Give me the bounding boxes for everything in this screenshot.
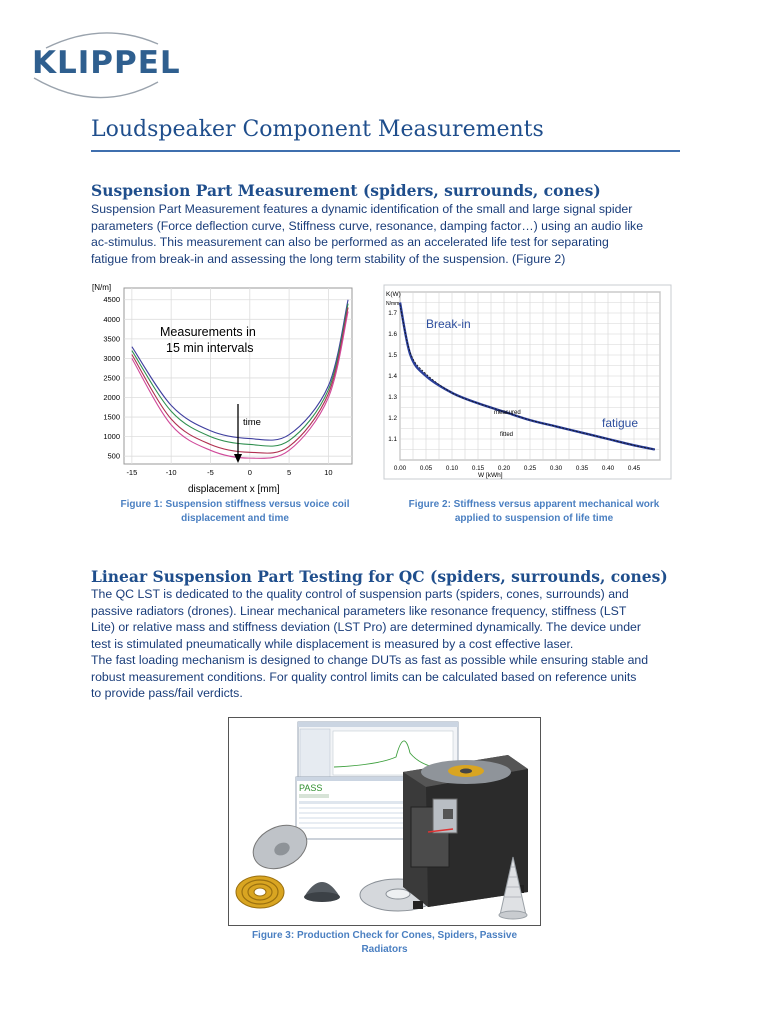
chart2-ytick-label: 1.3 [388, 394, 397, 401]
chart1-ytick-label: 2500 [103, 373, 120, 383]
chart1-xtick-label: -15 [126, 468, 138, 477]
title-divider [91, 150, 680, 152]
section1-heading: Suspension Part Measurement (spiders, surrounds, cones) [91, 181, 601, 200]
spider-part [236, 876, 284, 908]
chart2-xtick-label: 0.45 [627, 465, 641, 472]
software-window-results [296, 777, 406, 839]
chart2-xtick-label: 0.25 [523, 465, 537, 472]
section1-line: fatigue from break-in and assessing the long term stability of the suspension. (Figure 2) [91, 251, 566, 266]
chart1-annotation-line1: Measurements in [160, 325, 256, 339]
chart2-xlabel: W [kWh] [478, 472, 503, 479]
section2-line: The QC LST is dedicated to the quality control of suspension parts (spiders, cones, surrounds) and [91, 587, 629, 601]
chart2-ytick-label: 1.1 [388, 436, 397, 443]
section2-line: to provide pass/fail verdicts. [91, 686, 243, 700]
figure2-caption [403, 498, 665, 525]
section1-body [91, 201, 643, 267]
figure2-caption-line2: applied to suspension of life time [454, 512, 614, 524]
section2-line: test is stimulated pneumatically while displacement is measured by a cost effective laser. [91, 636, 574, 651]
chart1-ytick-label: 3000 [103, 353, 120, 363]
figure3-caption: Figure 3: Production Check for Cones, Spiders, Passive Radiators [251, 930, 518, 955]
section1-line: ac-stimulus. This measurement can also be performed as an accelerated life test for separating [91, 235, 609, 249]
chart2-xtick-label: 0.15 [471, 465, 485, 472]
chart2-ytick-label: 1.5 [388, 352, 397, 359]
section2-line: Lite) or relative mass and stiffness deviation (LST Pro) are determined dynamically. The device under [91, 620, 641, 634]
chart1-ytick-label: 1500 [103, 412, 120, 422]
chart1-ytick-label: 500 [107, 451, 120, 461]
chart1-xtick-label: 5 [287, 468, 292, 477]
figure1-chart [88, 282, 360, 498]
section1-line: Suspension Part Measurement features a dynamic identification of the small and large signal spider [91, 202, 633, 216]
chart2-xtick-label: 0.20 [497, 465, 511, 472]
logo-wordmark: KLIPPEL [32, 45, 181, 81]
chart1-xtick-label: 10 [324, 468, 333, 477]
chart1-ytick-label: 1000 [103, 432, 120, 442]
chart1-xtick-label: -10 [165, 468, 177, 477]
chart2-fitted-label: fitted [500, 432, 514, 438]
chart2-xtick-label: 0.00 [393, 465, 407, 472]
chart2-measured-label: measured [494, 410, 521, 416]
section1-line: parameters (Force deflection curve, Stiffness curve, resonance, damping factor…) using an audio like [91, 218, 644, 233]
chart1-xlabel: displacement x [mm] [188, 484, 280, 495]
chart2-xtick-label: 0.40 [601, 465, 615, 472]
chart2-xtick-label: 0.35 [575, 465, 589, 472]
section2-body [91, 586, 648, 702]
figure1-caption [110, 498, 360, 525]
chart1-ytick-label: 3500 [103, 334, 120, 344]
chart1-xtick-label: 0 [247, 468, 252, 477]
figure1-caption-line1: Figure 1: Suspension stiffness versus voice coil [120, 499, 350, 510]
figure3-illustration [228, 717, 541, 926]
figure2-caption-line1: Figure 2: Stiffness versus apparent mechanical work [408, 499, 660, 510]
section2-line: The fast loading mechanism is designed to change DUTs as fast as possible while ensuring stable and [91, 653, 649, 667]
chart2-ytick-label: 1.7 [388, 310, 397, 317]
figure1-caption-line2: displacement and time [181, 512, 289, 524]
figure2-chart [383, 284, 673, 480]
pass-label: PASS [299, 783, 323, 793]
chart2-yunit: N/mm [386, 301, 400, 307]
page-title: Loudspeaker Component Measurements [91, 117, 544, 142]
chart2-fatigue-label: fatigue [602, 416, 639, 430]
chart2-ytick-label: 1.2 [388, 415, 397, 422]
chart2-xtick-label: 0.05 [419, 465, 433, 472]
chart2-xtick-label: 0.10 [445, 465, 459, 472]
chart1-annotation-line2: 15 min intervals [166, 341, 254, 355]
chart2-ytick-label: 1.4 [388, 373, 397, 380]
chart1-ylabel: [N/m] [92, 283, 112, 292]
chart1-ytick-label: 4500 [103, 295, 120, 305]
chart2-xtick-label: 0.30 [549, 465, 563, 472]
section2-line: passive radiators (drones). Linear mechanical parameters like resonance frequency, stiffness (LST [91, 603, 627, 618]
chart2-ylabel: K(W) [386, 291, 401, 298]
chart2-breakin-label: Break-in [426, 317, 471, 331]
chart2-ytick-label: 1.6 [388, 331, 397, 338]
chart1-ytick-label: 4000 [103, 314, 120, 324]
chart1-ytick-label: 2000 [103, 393, 120, 403]
chart1-arrow-label: time [243, 417, 261, 428]
chart1-xtick-label: -5 [207, 468, 214, 477]
section2-heading: Linear Suspension Part Testing for QC (spiders, surrounds, cones) [91, 567, 668, 586]
section2-line: robust measurement conditions. For quality control limits can be calculated based on reference units [91, 669, 637, 684]
